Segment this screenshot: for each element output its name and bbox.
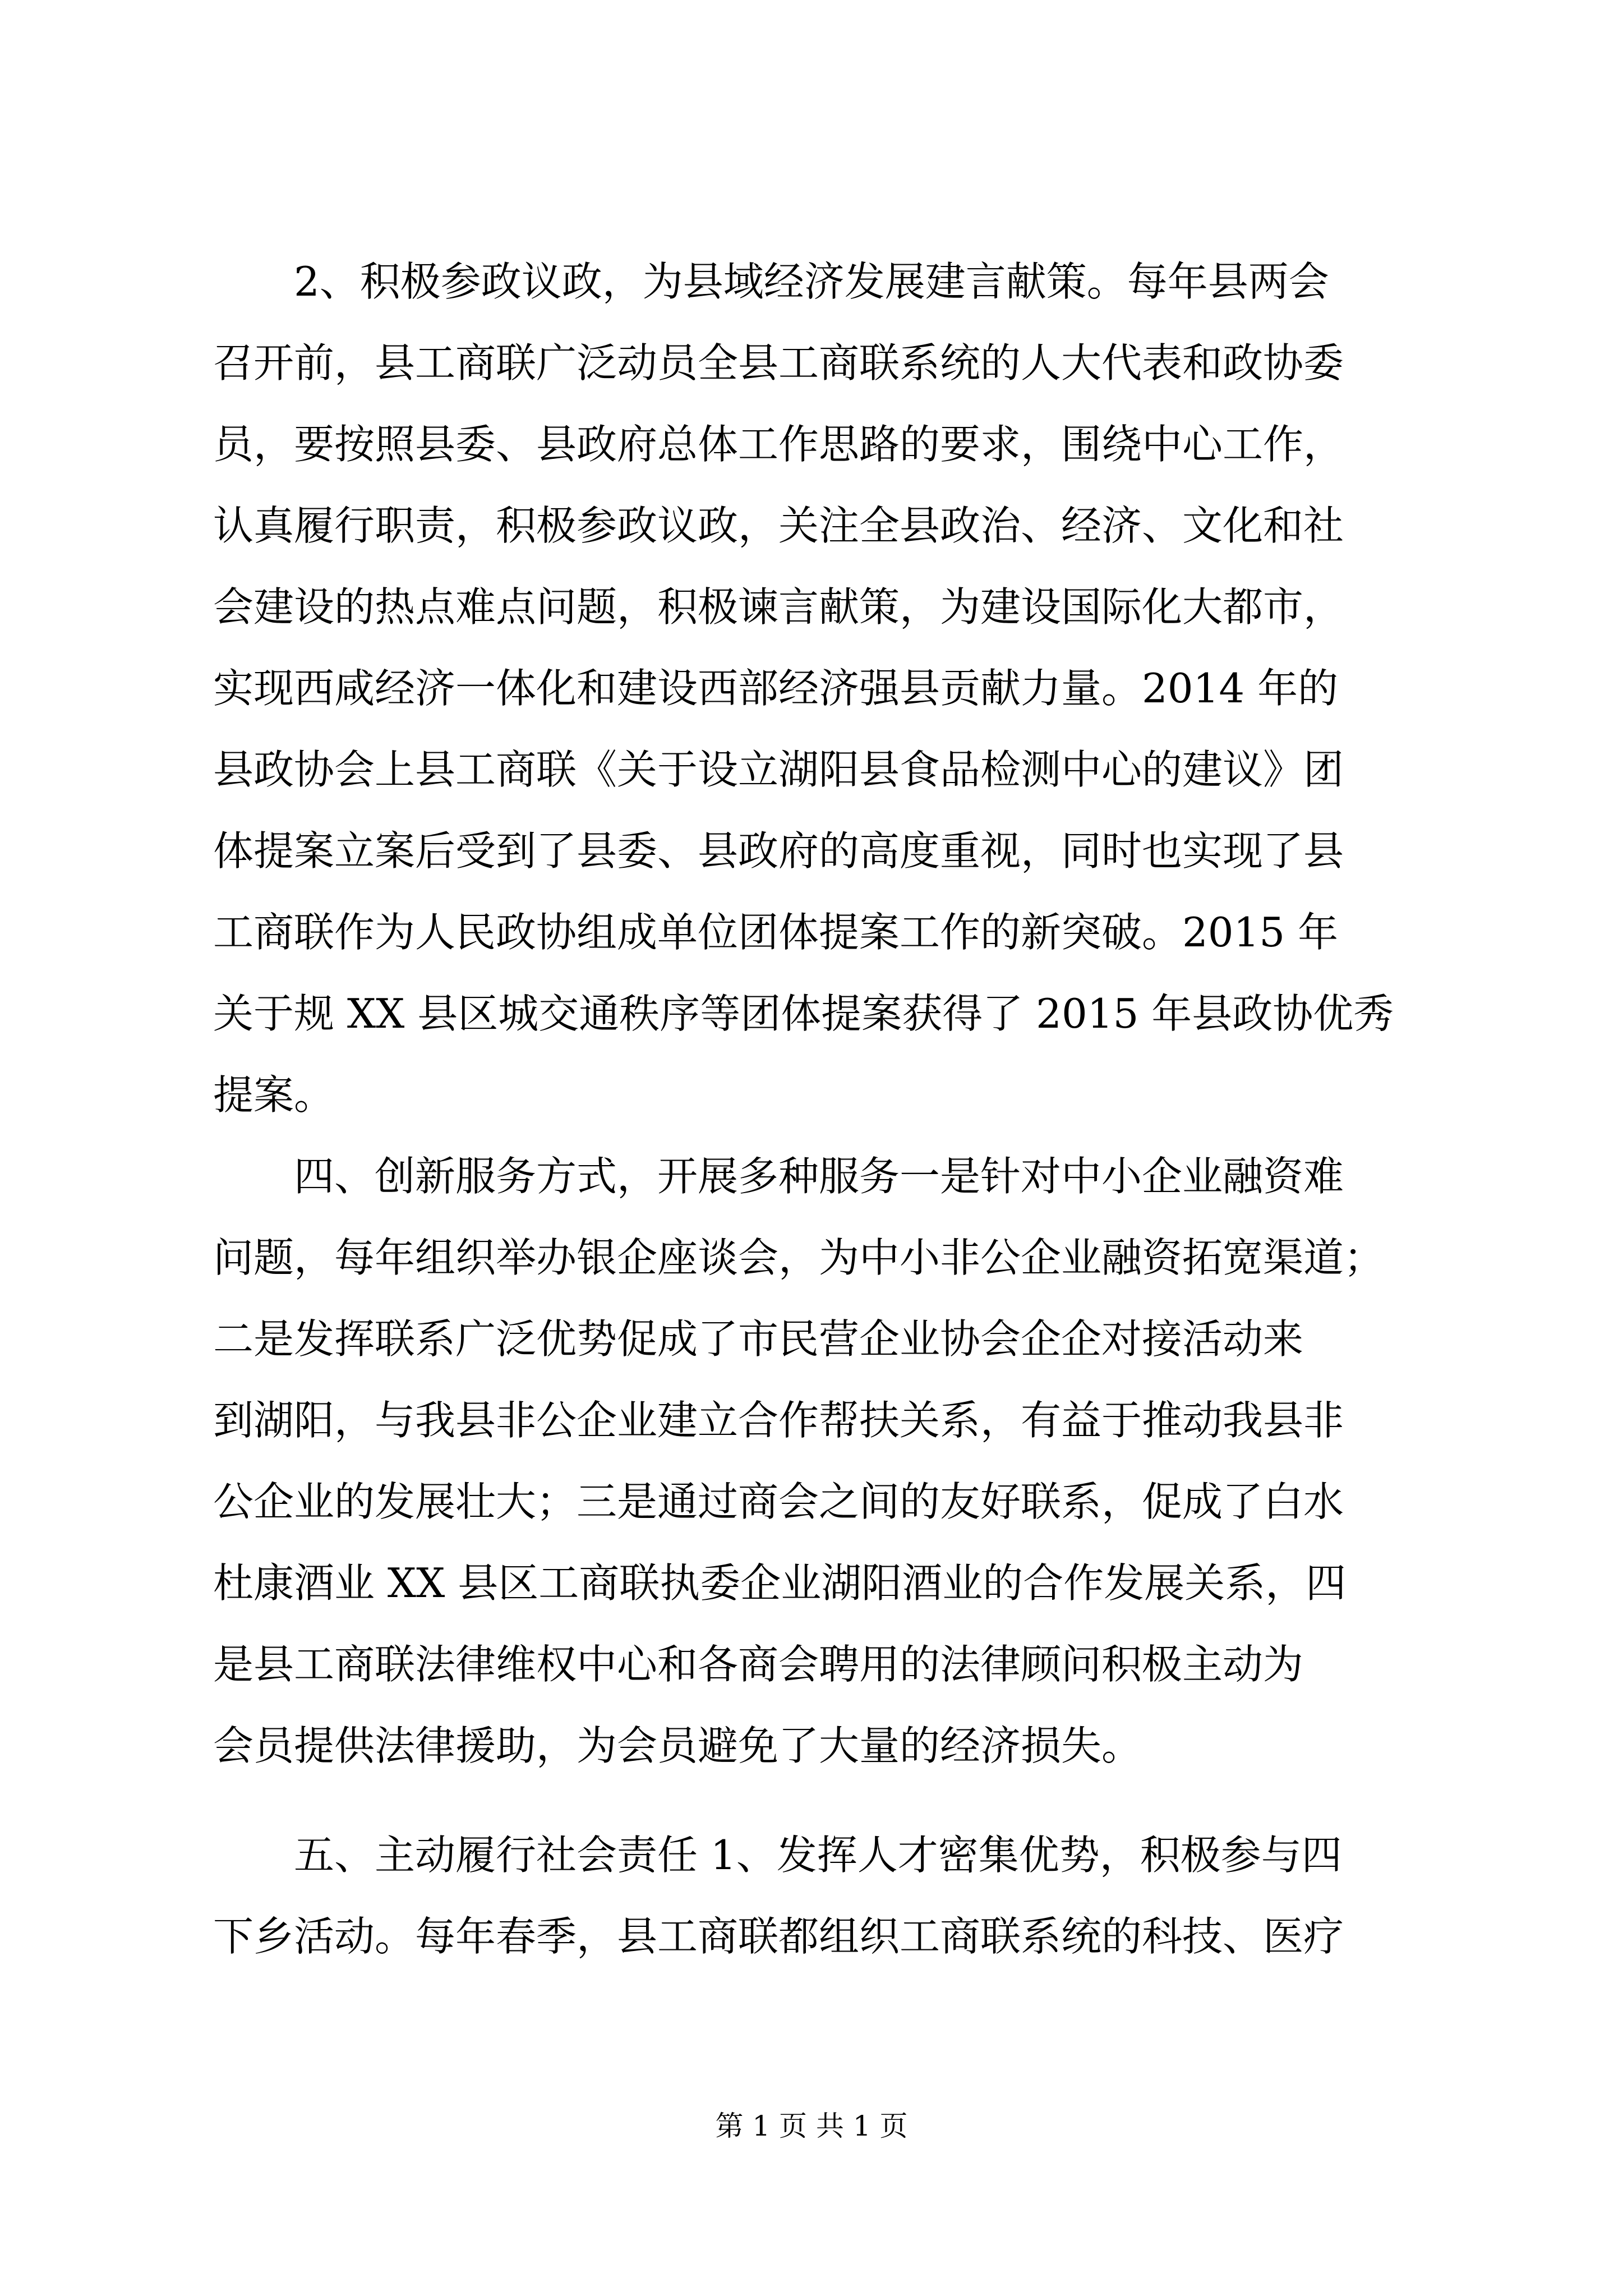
text-line: 下乡活动。每年春季，县工商联都组织工商联系统的科技、医疗 xyxy=(213,1913,1344,1960)
text-line: 杜康酒业 XX 县区工商联执委企业湖阳酒业的合作发展关系，四 xyxy=(213,1559,1347,1607)
text-line: 到湖阳，与我县非公企业建立合作帮扶关系，有益于推动我县非 xyxy=(213,1397,1344,1444)
text-line: 认真履行职责，积极参政议政，关注全县政治、经济、文化和社 xyxy=(213,502,1344,549)
text-line: 是县工商联法律维权中心和各商会聘用的法律顾问积极主动为 xyxy=(213,1641,1304,1688)
paragraph-gap xyxy=(213,1787,1413,1815)
text-line: 2、积极参政议政，为县域经济发展建言献策。每年县两会 xyxy=(213,258,1329,305)
text-line: 四、创新服务方式，开展多种服务一是针对中小企业融资难 xyxy=(213,1153,1344,1200)
text-line: 二是发挥联系广泛优势促成了市民营企业协会企企对接活动来 xyxy=(213,1315,1304,1363)
page-footer: 第 1 页 共 1 页 xyxy=(715,2110,908,2142)
text-line: 提案。 xyxy=(213,1071,335,1119)
text-line: 工商联作为人民政协组成单位团体提案工作的新突破。2015 年 xyxy=(213,909,1339,956)
text-line: 实现西咸经济一体化和建设西部经济强县贡献力量。2014 年的 xyxy=(213,665,1339,712)
text-line: 五、主动履行社会责任 1、发挥人才密集优势，积极参与四 xyxy=(213,1832,1342,1879)
text-line: 县政协会上县工商联《关于设立湖阳县食品检测中心的建议》团 xyxy=(213,746,1344,793)
text-line: 关于规 XX 县区城交通秩序等团体提案获得了 2015 年县政协优秀 xyxy=(213,990,1394,1037)
text-line: 会建设的热点难点问题，积极谏言献策，为建设国际化大都市， xyxy=(213,583,1344,631)
text-line: 员，要按照县委、县政府总体工作思路的要求，围绕中心工作， xyxy=(213,421,1344,468)
text-line: 问题，每年组织举办银企座谈会，为中小非公企业融资拓宽渠道； xyxy=(213,1234,1385,1281)
document-body xyxy=(213,241,1413,1977)
text-line: 体提案立案后受到了县委、县政府的高度重视，同时也实现了县 xyxy=(213,827,1344,875)
text-line: 公企业的发展壮大；三是通过商会之间的友好联系，促成了白水 xyxy=(213,1478,1344,1525)
text-line: 会员提供法律援助，为会员避免了大量的经济损失。 xyxy=(213,1722,1142,1769)
text-line: 召开前，县工商联广泛动员全县工商联系统的人大代表和政协委 xyxy=(213,339,1344,386)
